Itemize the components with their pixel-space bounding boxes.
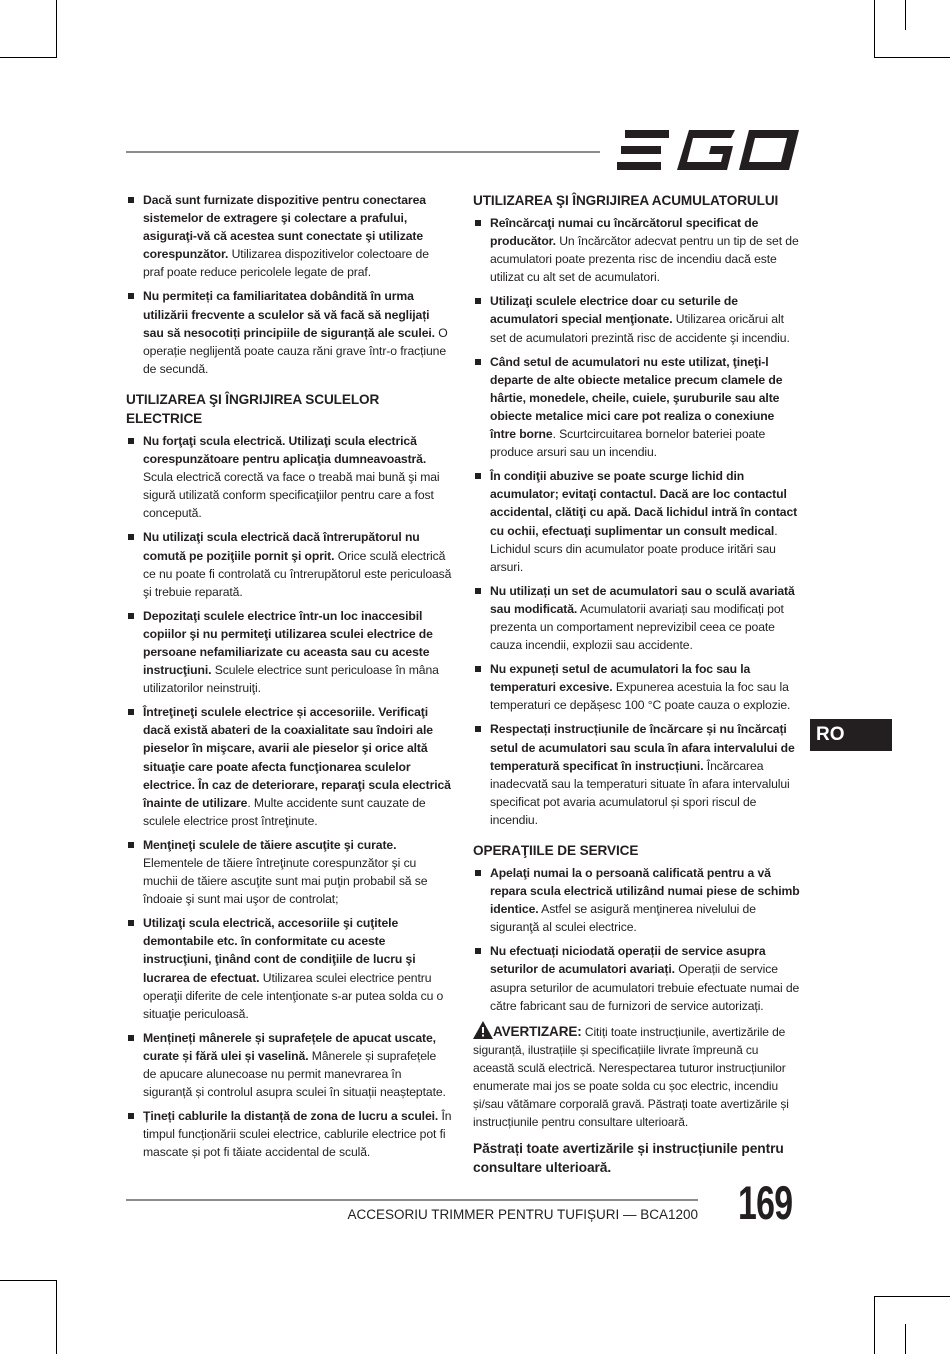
bullet-icon <box>475 359 481 365</box>
list-item: Nu utilizaţi scula electrică dacă întrerupătorul nu comută pe poziţiile pornit şi oprit. Orice sculă electrică ce nu poate fi controlată cu întrerupătorul este periculoasă şi trebuie reparată. <box>126 528 452 600</box>
list-item: Nu forţaţi scula electrică. Utilizaţi scula electrică corespunzătoare pentru aplicaţia dumneavoastră. Scula electrică corectă va face o treabă mai bună şi mai sigură utilizată conform specificaţiilor pentru care a fost concepută. <box>126 432 452 522</box>
page-number: 169 <box>738 1176 793 1229</box>
footer-rule <box>126 1199 698 1201</box>
language-tab: RO <box>810 719 892 751</box>
list-item: Utilizaţi sculele electrice doar cu seturile de acumulatori special menţionate. Utilizarea oricărui alt set de acumulatori prezintă risc de accidente şi incendiu. <box>473 292 801 346</box>
list-item: În condiţii abuzive se poate scurge lichid din acumulator; evitaţi contactul. Dacă are loc contactul accidental, clătiţi cu apă. Dacă lichidul intră în contact cu ochii, efectuaţi suplimentar un consult medical. Lichidul scurs din acumulator poate produce iritări sau arsuri. <box>473 467 801 576</box>
section-heading: UTILIZAREA ŞI ÎNGRIJIREA ACUMULATORULUI <box>473 193 779 208</box>
bullet-icon <box>475 726 481 732</box>
right-column <box>473 191 801 1177</box>
bullet-icon <box>128 293 134 299</box>
bullet-icon <box>128 197 134 203</box>
bullet-icon <box>475 473 481 479</box>
bullet-icon <box>128 709 134 715</box>
bullet-icon <box>128 438 134 444</box>
header-rule <box>126 151 600 153</box>
section-heading: OPERAŢIILE DE SERVICE <box>473 843 639 858</box>
bullet-icon <box>475 298 481 304</box>
bullet-icon <box>128 613 134 619</box>
warning-label: AVERTIZARE: <box>493 1023 582 1039</box>
crop-mark <box>874 1296 950 1297</box>
bullet-icon <box>128 842 134 848</box>
list-item: Dacă sunt furnizate dispozitive pentru conectarea sistemelor de extragere şi colectare a prafului, asiguraţi-vă că acestea sunt conectate şi utilizate corespunzător. Utilizarea dispozitivelor colectoare de praf poate reduce pericolele legate de praf. <box>126 191 452 281</box>
list-item: Nu efectuați niciodată operații de service asupra seturilor de acumulatori avariați. Operații de service asupra seturilor de acumulatori trebuie efectuate numai de către fabricant sau de furnizori de service autorizați. <box>473 942 801 1014</box>
list-item: Întreţineţi sculele electrice și accesoriile. Verificaţi dacă există abateri de la coaxialitate sau îndoiri ale pieselor în mişcare, avarii ale pieselor şi orice altă situaţie care poate afecta funcţionarea sculelor electrice. În caz de deteriorare, reparaţi scula electrică înainte de utilizare. Multe accidente sunt cauzate de sculele electrice prost întreţinute. <box>126 703 452 830</box>
list-item: Menţineţi sculele de tăiere ascuţite şi curate. Elementele de tăiere întreţinute corespunzător şi cu muchii de tăiere ascuţite sunt mai puţin probabil să se îndoaie şi sunt mai uşor de controlat; <box>126 836 452 908</box>
bullet-icon <box>128 534 134 540</box>
list-item: Când setul de acumulatori nu este utilizat, ţineţi-l departe de alte obiecte metalice precum clamele de hârtie, monedele, cheile, cuiele, şuruburile sau alte obiecte metalice mici care pot realiza o conexiune între borne. Scurtcircuitarea bornelor bateriei poate produce arsuri sau un incendiu. <box>473 353 801 462</box>
footer-title: ACCESORIU TRIMMER PENTRU TUFIȘURI — BCA1200 <box>347 1207 698 1222</box>
crop-mark <box>874 57 950 58</box>
crop-mark <box>905 1324 906 1354</box>
bullet-icon <box>128 920 134 926</box>
list-item: Țineți cablurile la distanță de zona de lucru a sculei. În timpul funcționării sculei electrice, cablurile electrice pot fi mascate și pot fi tăiate accidental de sculă. <box>126 1107 452 1161</box>
crop-mark <box>874 1296 875 1354</box>
bullet-icon <box>475 948 481 954</box>
list-item: Utilizaţi scula electrică, accesoriile şi cuţitele demontabile etc. în conformitate cu aceste instrucţiuni, ţinând cont de condiţiile de lucru şi lucrarea de efectuat. Utilizarea sculei electrice pentru operaţii diferite de cele intenţionate s-ar putea solda cu o situaţie periculoasă. <box>126 914 452 1023</box>
list-item: Respectați instrucțiunile de încărcare și nu încărcați setul de acumulatori sau scula în afara intervalului de temperatură specificat în instrucțiuni. Încărcarea inadecvată sau la temperaturi situate în afara intervalului specificat pot avaria acumulatorul și spori riscul de incendiu. <box>473 720 801 829</box>
bullet-icon <box>475 220 481 226</box>
crop-mark <box>874 0 875 58</box>
final-note: Păstrați toate avertizările și instrucțiunile pentru consultare ulterioară. <box>473 1140 784 1175</box>
list-item: Nu permiteți ca familiaritatea dobândită în urma utilizării frecvente a sculelor să vă facă să neglijați sau să nesocotiți principiile de siguranță ale sculei. O operație neglijentă poate cauza răni grave într-o fracțiune de secundă. <box>126 287 452 377</box>
left-column <box>126 191 452 1168</box>
crop-mark <box>0 57 57 58</box>
list-item: Apelaţi numai la o persoană calificată pentru a vă repara scula electrică utilizând numai piese de schimb identice. Astfel se asigură menţinerea nivelului de siguranţă al sculei electrice. <box>473 864 801 936</box>
bullet-icon <box>475 588 481 594</box>
list-item: Depozitaţi sculele electrice într-un loc inaccesibil copiilor şi nu permiteţi utilizarea sculei electrice de persoane nefamiliarizate cu aceasta sau cu aceste instrucţiuni. Sculele electrice sunt periculoase în mâna utilizatorilor neinstruiţi. <box>126 607 452 697</box>
bullet-icon <box>475 666 481 672</box>
bullet-icon <box>128 1035 134 1041</box>
warning-text: Citiți toate instrucțiunile, avertizările de siguranță, ilustrațiile și specificațiile livrate împreună cu această sculă electrică. Nerespectarea tuturor instrucțiunilor enumerate mai jos se poate solda cu șoc electric, incendiu și/sau vătămare corporală gravă. Păstrați toate avertizările și instrucțiunile pentru consultare ulterioară. <box>473 1024 789 1129</box>
crop-mark <box>905 0 906 30</box>
bullet-icon <box>475 870 481 876</box>
list-item: Nu expuneți setul de acumulatori la foc sau la temperaturi excesive. Expunerea acestuia la foc sau la temperaturi ce depășesc 100 °C poate cauza o explozie. <box>473 660 801 714</box>
crop-mark <box>0 1280 57 1281</box>
list-item: Reîncărcaţi numai cu încărcătorul specificat de producător. Un încărcător adecvat pentru un tip de set de acumulatori poate prezenta risc de incendiu dacă este utilizat cu alt set de acumulatori. <box>473 214 801 286</box>
warning-block <box>473 1021 801 1131</box>
warning-icon <box>473 1021 493 1039</box>
list-item: Mențineți mânerele și suprafețele de apucat uscate, curate și fără ulei și vaselină. Mânerele și suprafețele de apucare alunecoase nu permit manevrarea în siguranță și controlul asupra sculei în situații neașteptate. <box>126 1029 452 1101</box>
crop-mark <box>56 0 57 58</box>
ego-logo <box>617 128 799 172</box>
section-heading: UTILIZAREA ŞI ÎNGRIJIREA SCULELOR ELECTRICE <box>126 391 380 426</box>
list-item: Nu utilizați un set de acumulatori sau o sculă avariată sau modificată. Acumulatorii avariați sau modificați pot prezenta un comportament neprevizibil ceea ce poate cauza incendii, explozii sau accidente. <box>473 582 801 654</box>
crop-mark <box>56 1280 57 1354</box>
bullet-icon <box>128 1113 134 1119</box>
